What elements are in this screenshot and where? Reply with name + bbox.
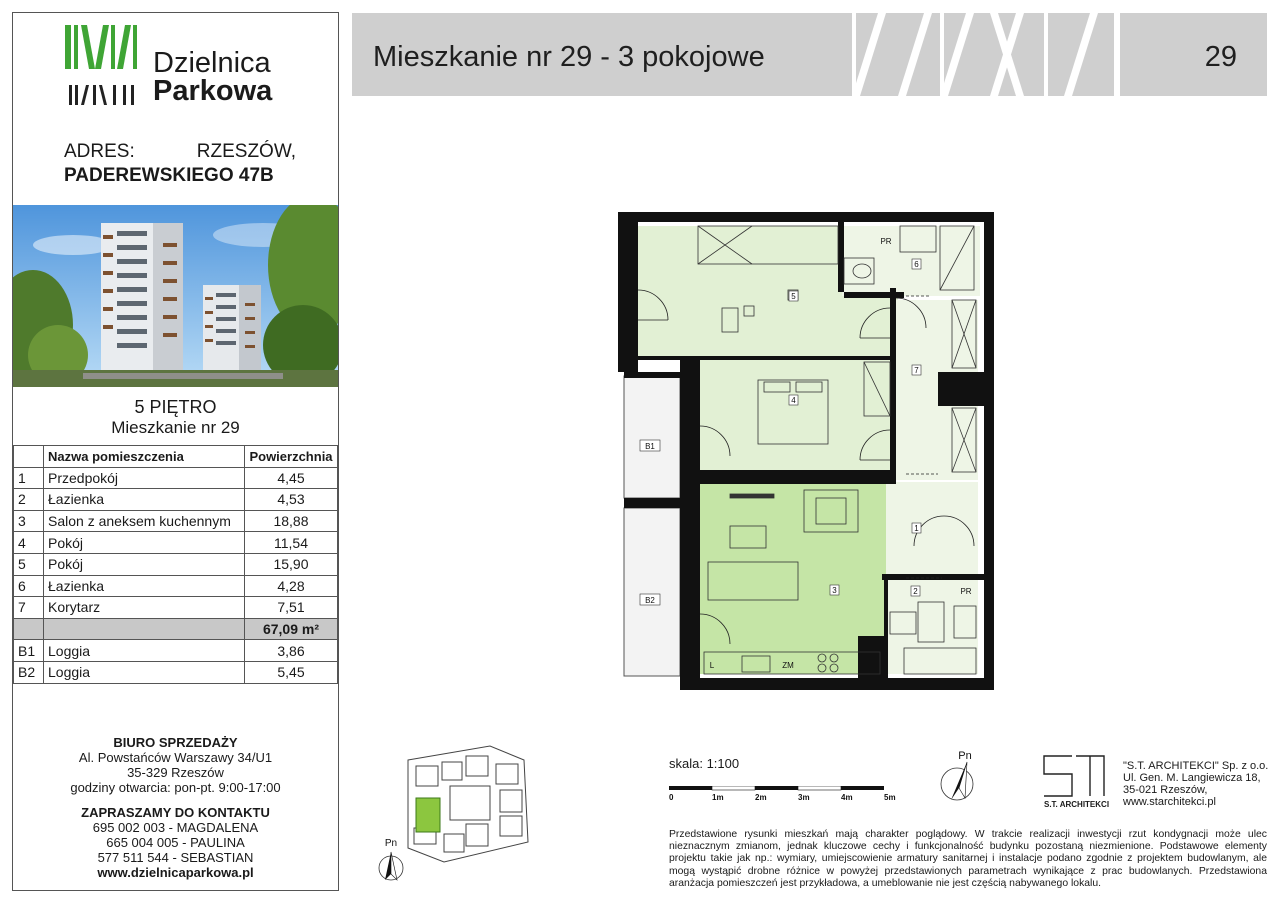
website-link[interactable]: www.dzielnicaparkowa.pl — [97, 865, 254, 880]
table-header-row — [14, 446, 338, 468]
total-area: 67,09 m² — [245, 618, 338, 640]
flat-number-badge: 29 — [1204, 41, 1237, 73]
table-row — [14, 467, 338, 489]
room-num: 3 — [14, 510, 44, 532]
plan-label-7: 7 — [914, 366, 919, 375]
address-label: ADRES: — [64, 141, 135, 162]
loggia-b1-fill — [624, 376, 680, 498]
scale-tick: 0 — [669, 793, 674, 802]
room-name: Korytarz — [44, 597, 245, 619]
room-name: Łazienka — [44, 575, 245, 597]
architect-website[interactable]: www.starchitekci.pl — [1123, 796, 1216, 808]
decorative-stripes — [848, 13, 1168, 96]
room-num: 2 — [14, 489, 44, 511]
room-area: 7,51 — [245, 597, 338, 619]
plan-label-1: 1 — [914, 524, 919, 533]
room-num: 4 — [14, 532, 44, 554]
contact-phone[interactable]: 577 511 544 - SEBASTIAN — [97, 850, 254, 865]
contact-title: ZAPRASZAMY DO KONTAKTU — [81, 805, 270, 820]
loggia-b2-fill — [624, 508, 680, 676]
table-row — [14, 489, 338, 511]
table-row — [14, 532, 338, 554]
north-arrow-icon — [937, 748, 979, 806]
table-row — [14, 640, 338, 662]
header-bar — [352, 13, 1267, 96]
architect-info — [1123, 760, 1268, 808]
contact-phone[interactable]: 695 002 003 - MAGDALENA — [92, 820, 259, 835]
plan-label-b2: B2 — [645, 596, 655, 605]
address-street: PADEREWSKIEGO 47B — [64, 165, 274, 186]
plan-label-2: 2 — [913, 587, 918, 596]
sales-office-block — [13, 735, 338, 880]
room-name: Salon z aneksem kuchennym — [44, 510, 245, 532]
scale-label: skala: 1:100 — [669, 756, 740, 771]
plan-label-4: 4 — [791, 396, 796, 405]
plan-label-pr-top: PR — [880, 237, 892, 246]
scale-tick: 2m — [755, 793, 767, 802]
plan-label-6: 6 — [914, 260, 919, 269]
scale-tick: 1m — [712, 793, 724, 802]
room-area: 4,53 — [245, 489, 338, 511]
room-num: 1 — [14, 467, 44, 489]
highlighted-flat — [416, 798, 440, 832]
plan-label-5: 5 — [791, 292, 796, 301]
north-arrow-icon — [375, 836, 407, 884]
sales-hours: godziny otwarcia: pon-pt. 9:00-17:00 — [70, 780, 281, 795]
loggia-num: B1 — [14, 640, 44, 662]
room-num: 6 — [14, 575, 44, 597]
loggia-area: 5,45 — [245, 661, 338, 683]
north-label: Pn — [958, 750, 972, 762]
sales-street: Al. Powstańców Warszawy 34/U1 — [78, 750, 273, 765]
disclaimer-text: Przedstawione rysunki mieszkań mają charakter poglądowy. W trakcie realizacji inwestycji rzut kondygnacji może ulec nieznacznym zmianom, jednak kluczowe cechy i funkcjonalność budynku pozostaną niezmienione. Podstawowe elementy projektu takie jak np.: wymiary, umiejscowienie armatury sanitarnej i instalacje podano zgodnie z projektem budowlanym, ale mogą wystąpić drobne różnice w powyżej przedstawionych parametrach wynikające z prac budowlanych. Przedstawiona aranżacja pomieszczeń jest przykładowa, a umeblowanie nie jest częścią nabywanego lokalu. — [669, 829, 1267, 889]
scale-tick: 5m — [884, 793, 896, 802]
logo-text-parkowa: Parkowa — [153, 75, 273, 107]
room-name: Łazienka — [44, 489, 245, 511]
room-6-fill — [842, 226, 980, 296]
table-row — [14, 597, 338, 619]
address-city: RZESZÓW, — [196, 141, 296, 162]
plan-label-3: 3 — [832, 586, 837, 595]
room-area: 4,45 — [245, 467, 338, 489]
total-blank — [44, 618, 245, 640]
building-photo — [13, 205, 338, 387]
architect-city: 35-021 Rzeszów, — [1123, 784, 1208, 796]
floor-plan — [618, 212, 994, 690]
table-row — [14, 575, 338, 597]
room-1-fill — [886, 482, 978, 578]
loggia-name: Loggia — [44, 640, 245, 662]
plan-label-b1: B1 — [645, 442, 655, 451]
plan-label-pr-bottom: PR — [960, 587, 972, 596]
info-sidebar — [12, 12, 339, 891]
room-name: Pokój — [44, 532, 245, 554]
scale-tick: 4m — [841, 793, 853, 802]
north-label: Pn — [384, 838, 398, 849]
scale-bar — [669, 786, 901, 806]
plan-label-l: L — [709, 661, 715, 670]
rooms-table — [13, 445, 338, 684]
scale-tick: 3m — [798, 793, 810, 802]
sales-city: 35-329 Rzeszów — [127, 765, 224, 780]
building-key-plan — [404, 742, 530, 866]
floor-title: 5 PIĘTRO — [134, 397, 217, 417]
architect-street: Ul. Gen. M. Langiewicza 18, — [1123, 772, 1261, 784]
logo-text-dzielnica: Dzielnica — [153, 47, 271, 79]
room-num: 5 — [14, 553, 44, 575]
room-area: 15,90 — [245, 553, 338, 575]
table-header-area: Powierzchnia — [245, 446, 338, 468]
table-header-num — [14, 446, 44, 468]
page-title: Mieszkanie nr 29 - 3 pokojowe — [373, 41, 765, 73]
contact-phone[interactable]: 665 004 005 - PAULINA — [106, 835, 245, 850]
loggia-num: B2 — [14, 661, 44, 683]
table-header-name: Nazwa pomieszczenia — [44, 446, 245, 468]
plan-label-zm: ZM — [782, 661, 794, 670]
total-blank — [14, 618, 44, 640]
flat-title: Mieszkanie nr 29 — [111, 418, 240, 437]
room-name: Pokój — [44, 553, 245, 575]
room-area: 18,88 — [245, 510, 338, 532]
loggia-name: Loggia — [44, 661, 245, 683]
table-row — [14, 661, 338, 683]
table-row — [14, 510, 338, 532]
architect-name: "S.T. ARCHITEKCI" Sp. z o.o. — [1123, 760, 1269, 772]
room-name: Przedpokój — [44, 467, 245, 489]
room-num: 7 — [14, 597, 44, 619]
architect-logo-caption: S.T. ARCHITEKCI — [1044, 800, 1110, 809]
room-area: 11,54 — [245, 532, 338, 554]
sales-title: BIURO SPRZEDAŻY — [113, 735, 238, 750]
table-row — [14, 553, 338, 575]
address-line — [64, 141, 296, 163]
room-area: 4,28 — [245, 575, 338, 597]
total-row — [14, 618, 338, 640]
loggia-area: 3,86 — [245, 640, 338, 662]
